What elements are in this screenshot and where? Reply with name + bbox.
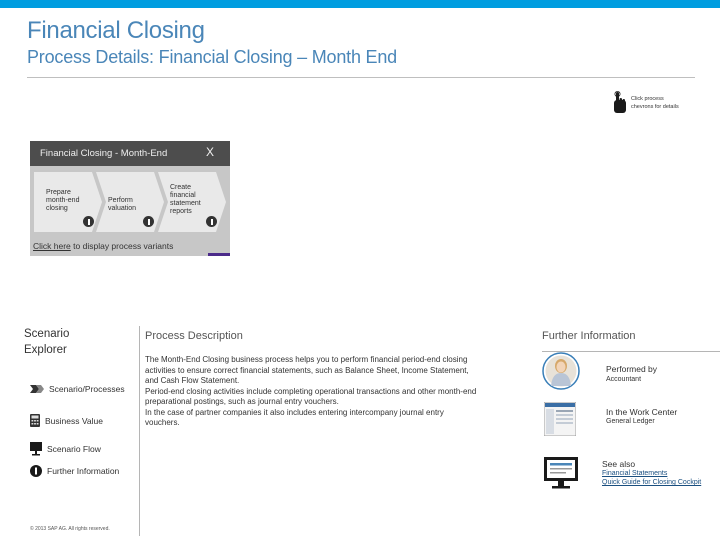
step-label-prepare (46, 189, 79, 213)
further-information (542, 330, 720, 540)
description-line: activities to ensure correct financial statements, such as Balance Sheet, Income Statement, (145, 365, 469, 375)
click-hint-text (631, 95, 679, 111)
top-accent-bar (0, 0, 720, 8)
step-3-line-3: statement (170, 200, 201, 207)
step-2-line-2: valuation (108, 205, 137, 212)
description-line: vouchers. (145, 418, 180, 427)
description-line: The Month-End Closing business process helps you to perform financial period-end closing (145, 355, 468, 364)
explorer-title-line-1: Scenario (24, 328, 70, 340)
step-3-line-4: reports (170, 208, 192, 215)
nav-item-label: Scenario Flow (47, 444, 101, 454)
accountant-avatar (542, 352, 580, 390)
click-hint-line-1: Click process (631, 96, 664, 102)
work-center-screen-icon (544, 402, 576, 436)
nav-item-business-value[interactable] (30, 414, 103, 427)
nav-item-scenario-flow[interactable] (30, 442, 101, 456)
description-line: preparational postings, such as journal entry vouchers. (145, 397, 339, 406)
nav-item-label: Business Value (45, 415, 103, 426)
step-1-line-1: Prepare (46, 189, 71, 196)
documents-monitor-icon (542, 454, 580, 492)
process-description-body (145, 355, 530, 429)
nav-item-label: Scenario/Processes (49, 384, 125, 394)
nav-item-label: Further Information (47, 466, 120, 476)
step-1-line-2: month-end (46, 197, 80, 204)
info-icon (30, 465, 42, 477)
financial-statements-link[interactable]: Financial Statements (602, 470, 668, 477)
scenario-explorer-title (24, 326, 69, 358)
process-description-title: Process Description (145, 330, 243, 342)
step-2-line-1: Perform (108, 197, 133, 204)
work-center-value: General Ledger (606, 418, 655, 425)
description-line: and Cash Flow Statement. (145, 376, 240, 385)
pointer-hand-icon (611, 91, 629, 115)
nav-item-scenario-processes[interactable] (30, 383, 125, 395)
closing-cockpit-guide-link[interactable]: Quick Guide for Closing Cockpit (602, 479, 702, 486)
close-icon[interactable]: X (205, 145, 214, 159)
performed-by-value: Accountant (606, 376, 642, 383)
calculator-icon (30, 414, 40, 427)
scenario-explorer (24, 326, 144, 540)
page-subtitle: Process Details: Financial Closing – Month End (27, 47, 397, 67)
info-icon[interactable] (143, 216, 154, 227)
click-hint-line-2: chevrons for details (631, 104, 679, 110)
description-line: Period-end closing activities include completing operational transactions and other month-end (145, 386, 477, 396)
process-variants-link (33, 241, 173, 251)
explorer-divider (139, 326, 140, 536)
copyright-text: © 2013 SAP AG. All rights reserved. (30, 526, 110, 532)
explorer-title-line-2: Explorer (24, 344, 67, 356)
click-hint (611, 91, 716, 117)
info-icon[interactable] (83, 216, 94, 227)
info-icon[interactable] (206, 216, 217, 227)
step-label-create-reports (170, 184, 201, 216)
title-divider (27, 77, 695, 78)
step-label-valuation (108, 197, 136, 213)
page-title: Financial Closing (27, 17, 205, 44)
nav-item-further-information[interactable] (30, 465, 119, 477)
see-also-label: See also (602, 459, 636, 469)
step-1-line-3: closing (46, 205, 68, 212)
panel-corner-accent (208, 253, 230, 256)
step-3-line-2: financial (170, 192, 196, 199)
process-description (145, 330, 530, 429)
monitor-icon (30, 442, 42, 456)
process-panel (30, 141, 230, 256)
process-panel-header (30, 141, 230, 166)
work-center-label: In the Work Center (606, 407, 678, 417)
description-line: In the case of partner companies it also includes entering intercompany journal entry (145, 407, 444, 417)
performed-by-label: Performed by (606, 364, 658, 374)
click-here-link[interactable]: Click here (33, 241, 71, 251)
step-3-line-1: Create (170, 184, 192, 191)
process-variants-text: to display process variants (70, 241, 174, 251)
process-panel-title: Financial Closing - Month-End (40, 148, 168, 159)
scenario-processes-icon (30, 383, 44, 395)
further-information-title: Further Information (542, 330, 636, 342)
